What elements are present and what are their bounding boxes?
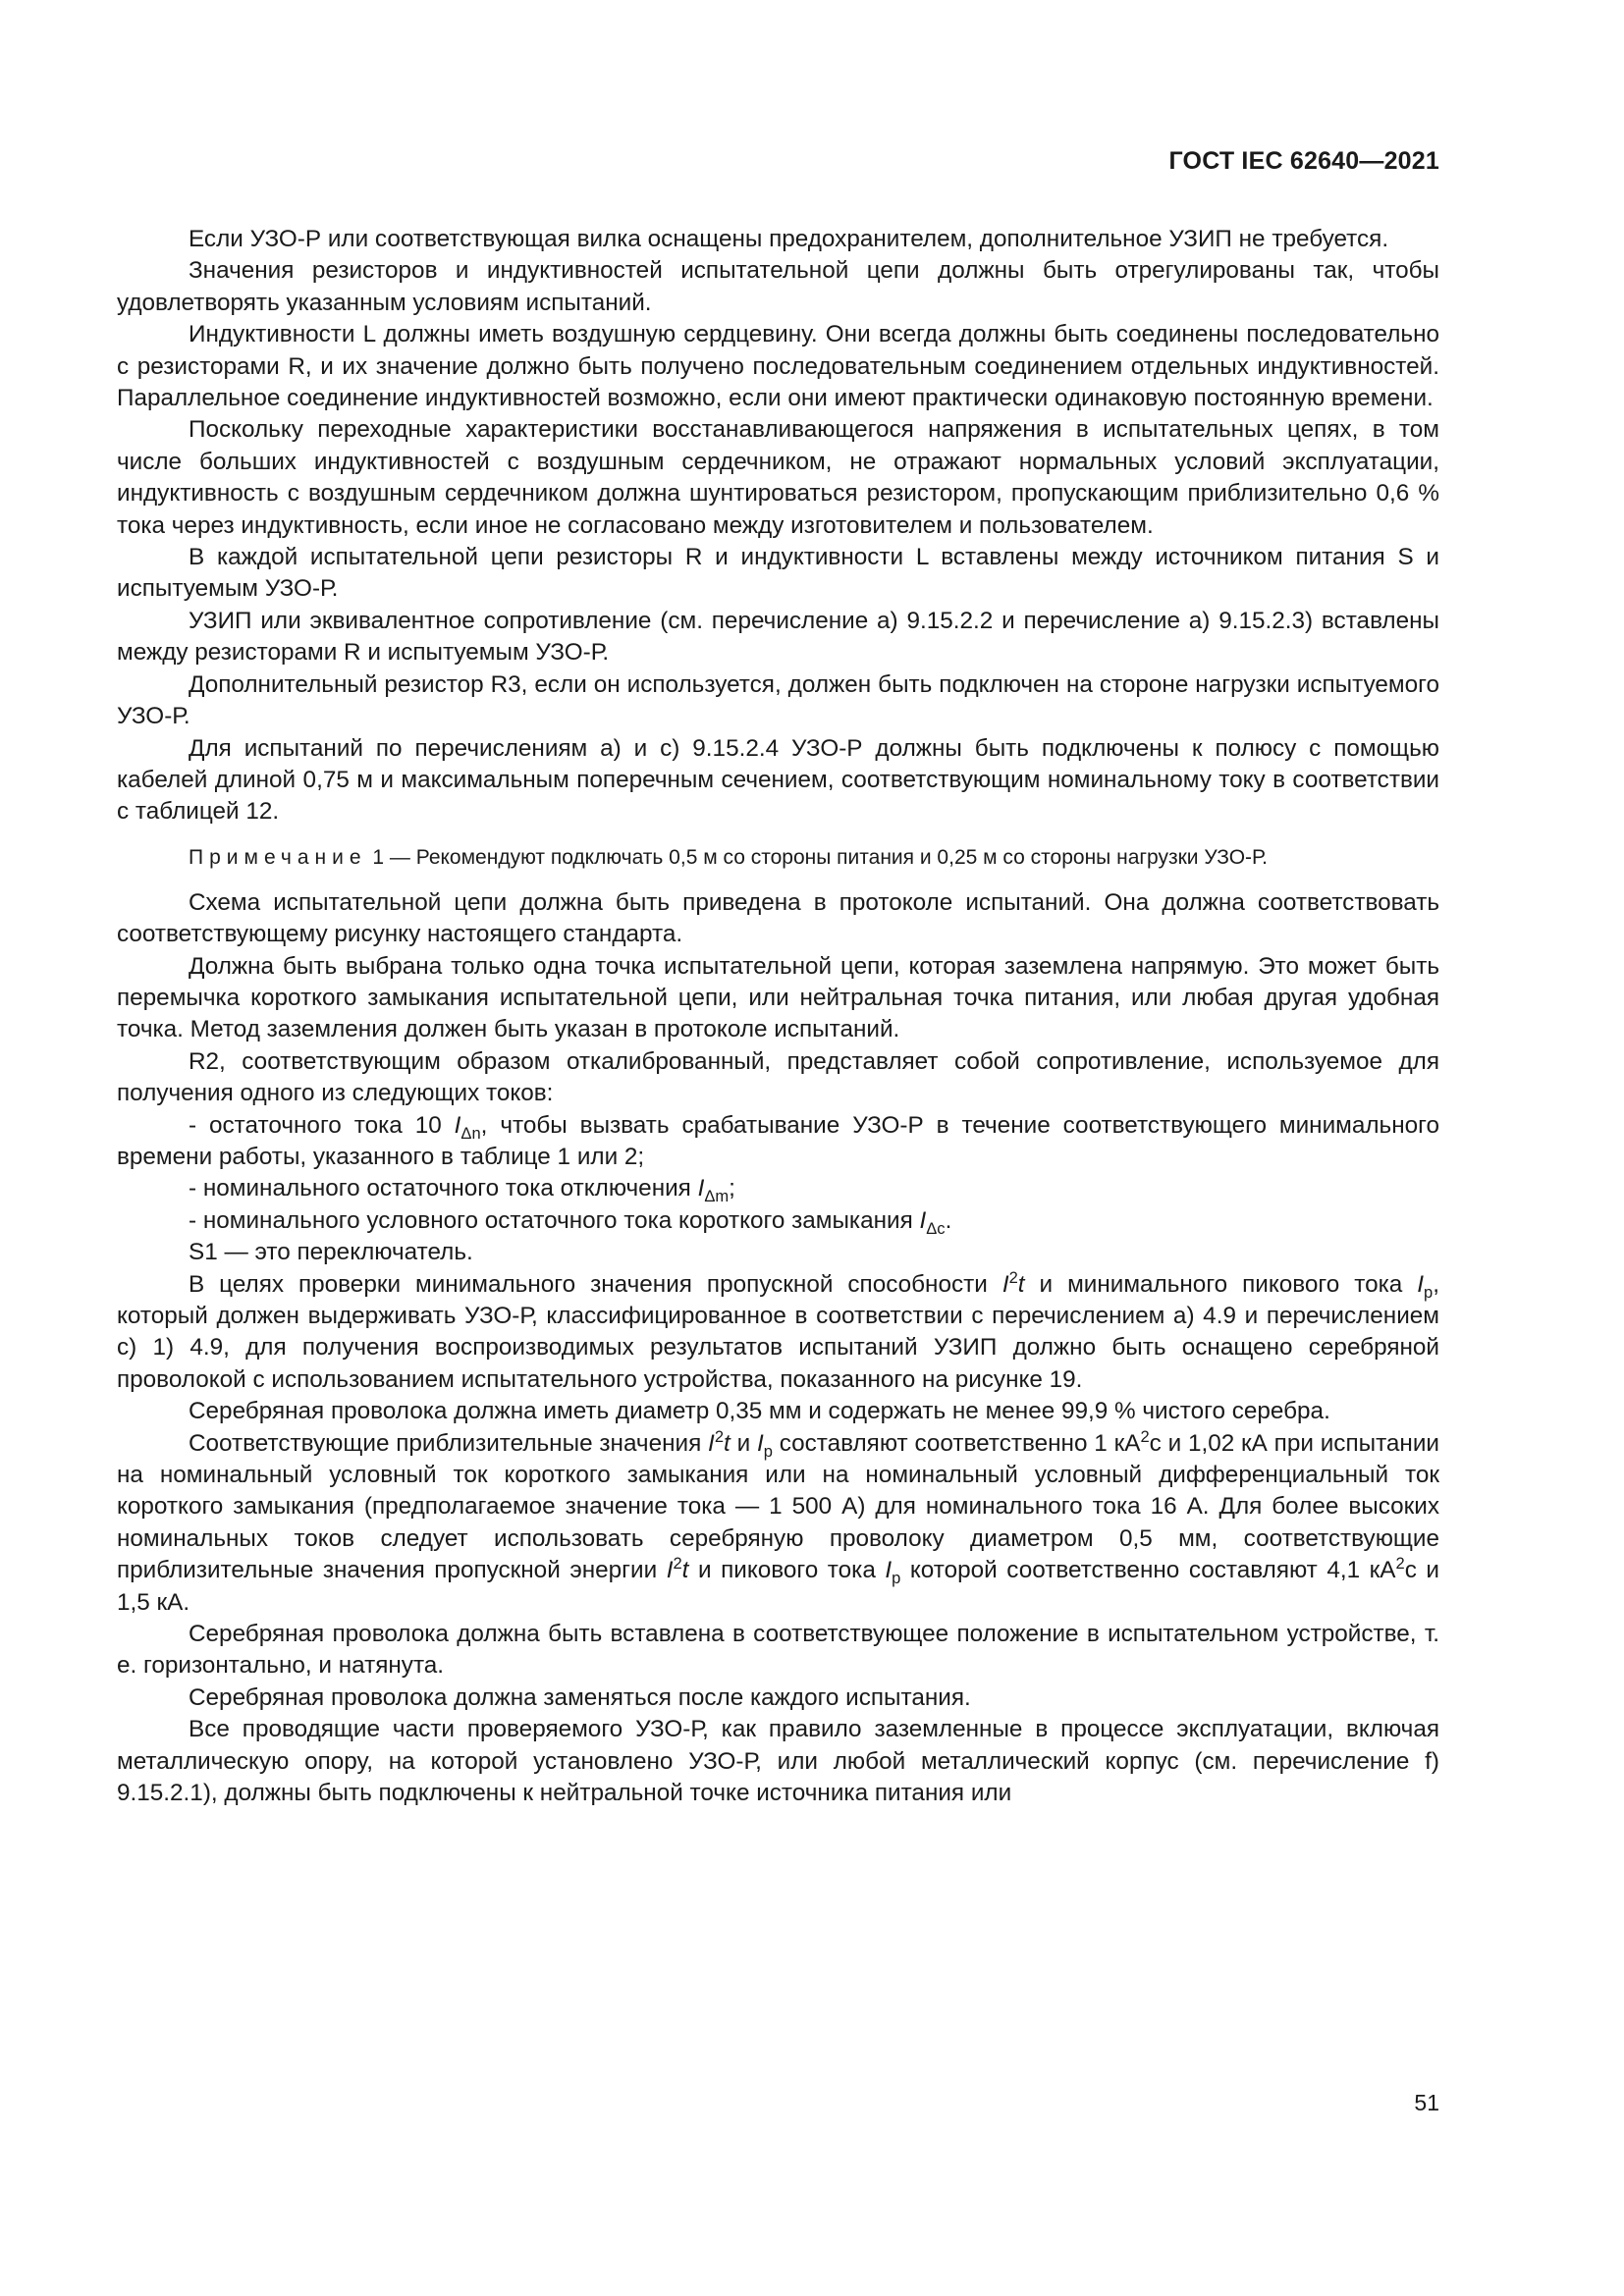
paragraph: Дополнительный резистор R3, если он используется, должен быть подключен на стороне нагрузки испытуемого УЗО-Р. [117,670,1439,730]
paragraph: Схема испытательной цепи должна быть приведена в протоколе испытаний. Она должна соответствовать соответствующему рисунку настоящего стандарта. [117,888,1439,948]
text-run: с и 1,02 кА при испытании на номинальный условный ток короткого замыкания или на номинальный условный дифференциальный ток короткого замыкания (предполагаемое значение тока — 1 500 А) для номинального тока 16 А. Для более высоких номинальных токов следует использовать серебряную проволоку диаметром 0,5 мм, соответствующие приблизительные значения пропускной энергии [117,1429,1439,1584]
note-label: Примечание [189,845,367,869]
superscript: 2 [673,1554,682,1574]
subscript: p [1424,1282,1434,1302]
paragraph [117,1428,1439,1619]
text-run: с и 1,5 кА. [117,1557,1439,1616]
page-number: 51 [1414,2090,1439,2115]
superscript: 2 [1395,1554,1405,1574]
paragraph: Все проводящие части проверяемого УЗО-Р, как правило заземленные в процессе эксплуатации, включая металлическую опору, на которой установлено УЗО-Р, или любой металлический корпус (см. перечисление f) 9.15.2.1), должны быть подключены к нейтральной точке источника питания или [117,1716,1439,1807]
text-run: и [730,1429,757,1457]
current-symbol: I [919,1206,927,1234]
text-run: Соответствующие приблизительные значения [189,1429,709,1457]
list-item [117,1110,1439,1174]
list-text: , чтобы вызвать срабатывание УЗО-Р в течение соответствующего минимального времени работы, указанного в таблице 1 или 2; [117,1111,1439,1170]
symbol: t [724,1429,731,1457]
symbol: I [885,1557,893,1584]
paragraph: Значения резисторов и индуктивностей испытательной цепи должны быть отрегулированы так, чтобы удовлетворять указанным условиям испытаний. [117,257,1439,316]
paragraph: Должна быть выбрана только одна точка испытательной цепи, которая заземлена напрямую. Это может быть перемычка короткого замыкания испытательной цепи, или нейтральная точка питания, или любая другая удобная точка. Метод заземления должен быть указан в протоколе испытаний. [117,952,1439,1043]
text-run: В целях проверки минимального значения пропускной способности [189,1270,1002,1298]
paragraph [117,1269,1439,1397]
document-body [117,224,1439,1810]
text-run: , который должен выдерживать УЗО-Р, классифицированное в соответствии с перечислением а) 4.9 и перечислением с) 1) 4.9, для получения воспроизводимых результатов испытаний УЗИП должно быть оснащено серебряной проволокой с использованием испытательного устройства, показанного на рисунке 19. [117,1270,1439,1393]
paragraph: Индуктивности L должны иметь воздушную сердцевину. Они всегда должны быть соединены последовательно с резисторами R, и их значение должно быть получено последовательным соединением отдельных индуктивностей. Параллельное соединение индуктивностей возможно, если они имеют практически одинаковую постоянную времени. [117,321,1439,412]
paragraph: Поскольку переходные характеристики восстанавливающегося напряжения в испытательных цепях, в том числе больших индуктивностей с воздушным сердечником, не отражают нормальных условий эксплуатации, индуктивность с воздушным сердечником должна шунтироваться резистором, пропускающим приблизительно 0,6 % тока через индуктивность, если иное не согласовано между изготовителем и пользователем. [117,416,1439,539]
paragraph: В каждой испытательной цепи резисторы R и индуктивности L вставлены между источником питания S и испытуемым УЗО-Р. [117,544,1439,603]
document-code-header: ГОСТ IEC 62640—2021 [1168,147,1439,175]
paragraph: Серебряная проволока должна иметь диаметр 0,35 мм и содержать не менее 99,9 % чистого серебра. [189,1398,1330,1425]
symbol: I [1001,1270,1009,1298]
paragraph: Серебряная проволока должна заменяться после каждого испытания. [189,1683,971,1711]
current-subscript: Δn [460,1123,481,1143]
paragraph: Для испытаний по перечислениям а) и с) 9.15.2.4 УЗО-Р должны быть подключены к полюсу с помощью кабелей длиной 0,75 м и максимальным поперечным сечением, соответствующим номинальному току в соответствии с таблицей 12. [117,734,1439,826]
list-item [117,1173,1439,1204]
paragraph: S1 — это переключатель. [189,1239,473,1266]
list-text: - номинального остаточного тока отключения [189,1175,698,1202]
list-item [117,1205,1439,1237]
paragraph: Серебряная проволока должна быть вставлена в соответствующее положение в испытательном устройстве, т. е. горизонтально, и натянута. [117,1621,1439,1680]
text-run: и пикового тока [688,1557,886,1584]
symbol: I [756,1429,764,1457]
paragraph: R2, соответствующим образом откалиброванный, представляет собой сопротивление, используемое для получения одного из следующих токов: [117,1047,1439,1107]
symbol: I [708,1429,715,1457]
superscript: 2 [1008,1267,1018,1287]
subscript: p [892,1569,901,1588]
superscript: 2 [714,1426,724,1446]
current-subscript: Δm [704,1187,730,1206]
note-text: 1 — Рекомендуют подключать 0,5 м со стороны питания и 0,25 м со стороны нагрузки УЗО-Р. [366,845,1268,869]
list-text: ; [729,1175,735,1202]
text-run: и минимального пикового тока [1024,1270,1418,1298]
list-text: - остаточного тока 10 [189,1111,455,1139]
list-text: . [945,1206,952,1234]
symbol: I [1417,1270,1425,1298]
current-subscript: Δc [926,1218,946,1238]
superscript: 2 [1140,1426,1150,1446]
text-run: которой соответственно составляют 4,1 кА [900,1557,1396,1584]
note [117,842,1439,874]
text-run: составляют соответственно 1 кА [772,1429,1141,1457]
symbol: t [1017,1270,1025,1298]
current-symbol: I [697,1175,705,1202]
symbol: I [666,1557,674,1584]
subscript: p [763,1441,773,1461]
paragraph: УЗИП или эквивалентное сопротивление (см. перечисление а) 9.15.2.2 и перечисление а) 9.15.2.3) вставлены между резисторами R и испытуемым УЗО-Р. [117,607,1439,667]
list-text: - номинального условного остаточного тока короткого замыкания [189,1206,920,1234]
current-symbol: I [454,1111,461,1139]
paragraph: Если УЗО-Р или соответствующая вилка оснащены предохранителем, дополнительное УЗИП не требуется. [189,226,1389,252]
symbol: t [681,1557,689,1584]
